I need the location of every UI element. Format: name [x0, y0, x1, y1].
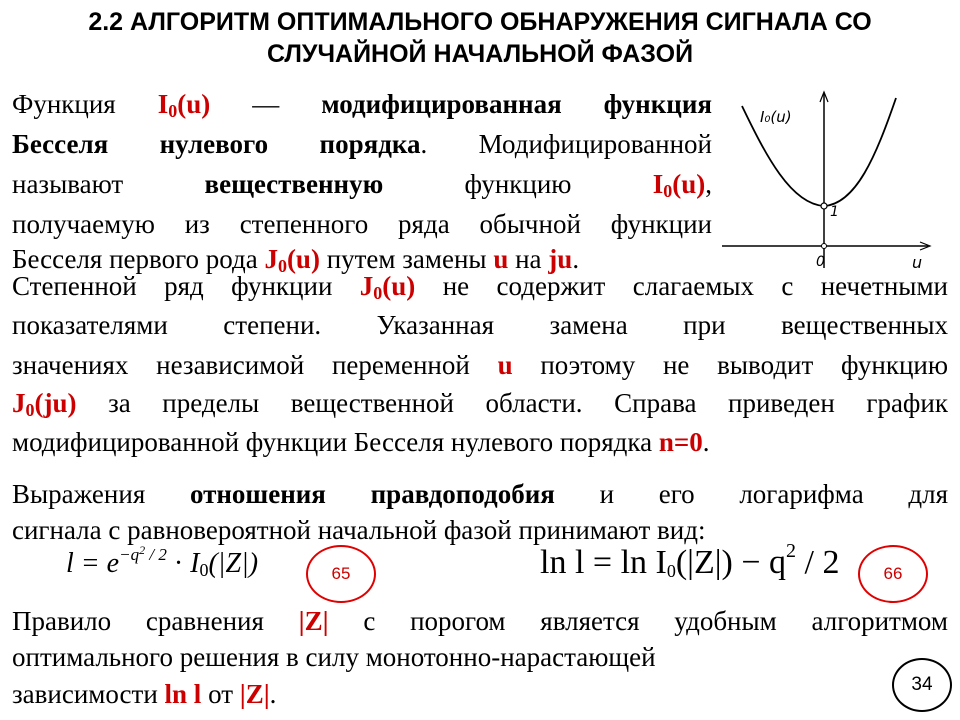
title-line-1: 2.2 АЛГОРИТМ ОПТИМАЛЬНОГО ОБНАРУЖЕНИЯ СИГНАЛА СО — [88, 8, 872, 36]
para4-line-2: оптимального решения в силу монотонно-нарастающей — [12, 642, 656, 672]
point-one — [821, 203, 827, 209]
page-number-badge: 34 — [892, 658, 952, 712]
para2-line-4: $J_0(ju)$ за пределы вещественной области. Справа приведен график — [12, 388, 948, 420]
slide-title — [0, 6, 960, 70]
para1-line-3: называют вещественную функцию $I_0(u)$, — [12, 169, 712, 201]
title-line-2: СЛУЧАЙНОЙ НАЧАЛЬНОЙ ФАЗОЙ — [266, 40, 694, 68]
bessel-graph — [716, 86, 936, 286]
para4-line-3: зависимости ln l от |Z|. — [12, 679, 277, 709]
paragraph-decision-rule — [12, 602, 948, 714]
para2-line-3: значениях независимой переменной u поэтому не выводит функцию — [12, 350, 949, 380]
para1-line-2: Бесселя нулевого порядка. Модифицированной — [12, 129, 712, 159]
formula-log-likelihood: $\ln l = \ln I_0(|Z|) - q^2 / 2$ — [540, 540, 840, 581]
graph-y-label: I₀(u) — [760, 108, 792, 126]
para2-line-5: модифицированной функции Бесселя нулевого порядка n=0. — [12, 427, 710, 457]
graph-one-label: 1 — [830, 204, 839, 220]
paragraph-series — [12, 268, 948, 462]
equation-number-66: 66 — [858, 545, 928, 603]
para2-line-2: показателями степени. Указанная замена при вещественных — [12, 310, 948, 340]
para1-line-1: Функция $I_0(u)$ — модифицированная функция — [12, 89, 713, 121]
origin-point — [822, 244, 827, 249]
graph-x-label: u — [912, 253, 923, 272]
equation-number-65: 65 — [306, 545, 376, 603]
paragraph-likelihood — [12, 476, 948, 548]
para3-line-2: сигнала с равновероятной начальной фазой принимают вид: — [12, 515, 706, 545]
paragraph-definition — [12, 84, 712, 274]
para1-line-4: получаемую из степенного ряда обычной функции — [12, 209, 712, 239]
para3-line-1: Выражения отношения правдоподобия и его логарифма для — [12, 479, 949, 509]
graph-origin-label: 0 — [816, 254, 825, 270]
formula-likelihood-ratio: $l = e^{-q^2 / 2} \cdot I_0(|Z|)$ — [66, 543, 259, 580]
para4-line-1: Правило сравнения |Z| с порогом является удобным алгоритмом — [12, 606, 948, 636]
para1-line-5: Бесселя первого рода $J_0(u)$ путем замены u на ju. — [12, 244, 580, 276]
para2-line-1: Степенной ряд функции $J_0(u)$ не содержит слагаемых с нечетными — [12, 271, 948, 303]
